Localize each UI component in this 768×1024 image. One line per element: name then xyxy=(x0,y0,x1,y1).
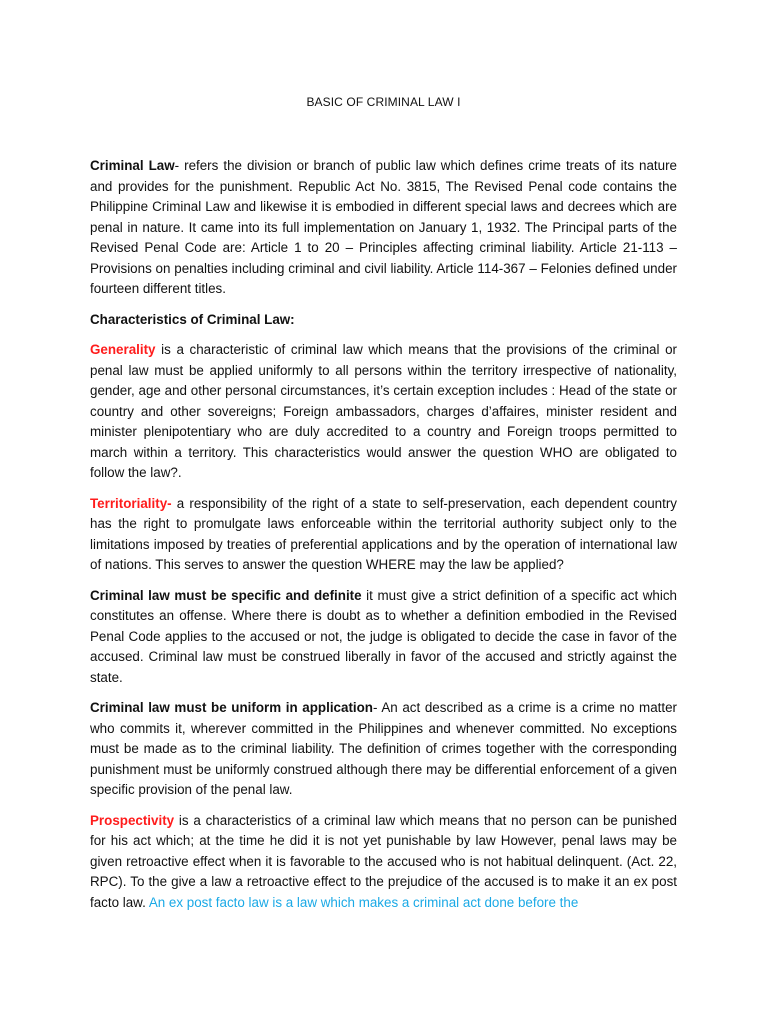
paragraph-prospectivity xyxy=(90,811,677,914)
paragraph-generality xyxy=(90,340,677,484)
term-territoriality: Territoriality- xyxy=(90,495,172,511)
paragraph-generality-text: is a characteristic of criminal law which means that the provisions of the criminal or penal law must be applied uniformly to all persons within the territory irrespective of nationality, gender, age and other personal circumstances, it’s certain exception includes : Head of the state or country and other sovereigns; Foreign ambassadors, charges d’affaires, minister resident and minister plenipotentiary who are duly accredited to a country and Foreign troops permitted to march within a territory. This characteristics would answer the question WHO are obligated to follow the law?. xyxy=(90,342,677,480)
term-criminal-law: Criminal Law xyxy=(90,158,175,173)
paragraph-prospectivity-text: is a characteristics of a criminal law which means that no person can be punished for his act which; at the time he did it is not yet punishable by law However, penal laws may be given retroactive effect when it is favorable to the accused who is not habitual delinquent. (Act. 22, RPC). To the give a law a retroactive effect to the prejudice of the accused is to make it an ex post facto law. xyxy=(90,812,677,910)
term-prospectivity: Prospectivity xyxy=(90,812,175,828)
paragraph-uniform-application xyxy=(90,698,677,801)
paragraph-uniform-application-text: - An act described as a crime is a crime no matter who commits it, wherever committed in the Philippines and whenever committed. No exceptions must be made as to the criminal liability. The definition of crimes together with the corresponding punishment must be uniformly construed although there may be differential enforcement of a given specific provision of the penal law. xyxy=(90,700,677,797)
document-body xyxy=(90,94,677,923)
term-generality: Generality xyxy=(90,342,156,357)
paragraph-specific-definite xyxy=(90,586,677,689)
term-uniform-application: Criminal law must be uniform in application xyxy=(90,700,373,715)
paragraph-territoriality-text: a responsibility of the right of a state to self-preservation, each dependent country has the right to promulgate laws enforceable within the territorial authority subject only to the limitations imposed by treaties of preferential applications and by the operation of international law of nations. This serves to answer the question WHERE may the law be applied? xyxy=(90,495,677,572)
paragraph-specific-definite-text: it must give a strict definition of a specific act which constitutes an offense. Where there is doubt as to whether a definition embodied in the Revised Penal Code applies to the accused or not, the judge is obligated to decide the case in favor of the accused. Criminal law must be construed liberally in favor of the accused and strictly against the state. xyxy=(90,587,677,685)
paragraph-criminal-law xyxy=(90,156,677,300)
paragraph-territoriality xyxy=(90,494,677,576)
paragraph-criminal-law-text: - refers the division or branch of public law which defines crime treats of its nature and provides for the punishment. Republic Act No. 3815, The Revised Penal code contains the Philippine Criminal Law and likewise it is embodied in different special laws and decrees which are penal in nature. It came into its full implementation on January 1, 1932. The Principal parts of the Revised Penal Code are: Article 1 to 20 – Principles affecting criminal liability. Article 21-113 – Provisions on penalties including criminal and civil liability. Article 114-367 – Felonies defined under fourteen different titles. xyxy=(90,158,678,296)
document-title: BASIC OF CRIMINAL LAW I xyxy=(306,95,461,109)
ex-post-facto-highlight: An ex post facto law is a law which makes a criminal act done before the xyxy=(148,894,579,910)
characteristics-heading: Characteristics of Criminal Law: xyxy=(90,311,295,327)
term-specific-definite: Criminal law must be specific and definite xyxy=(90,587,362,603)
